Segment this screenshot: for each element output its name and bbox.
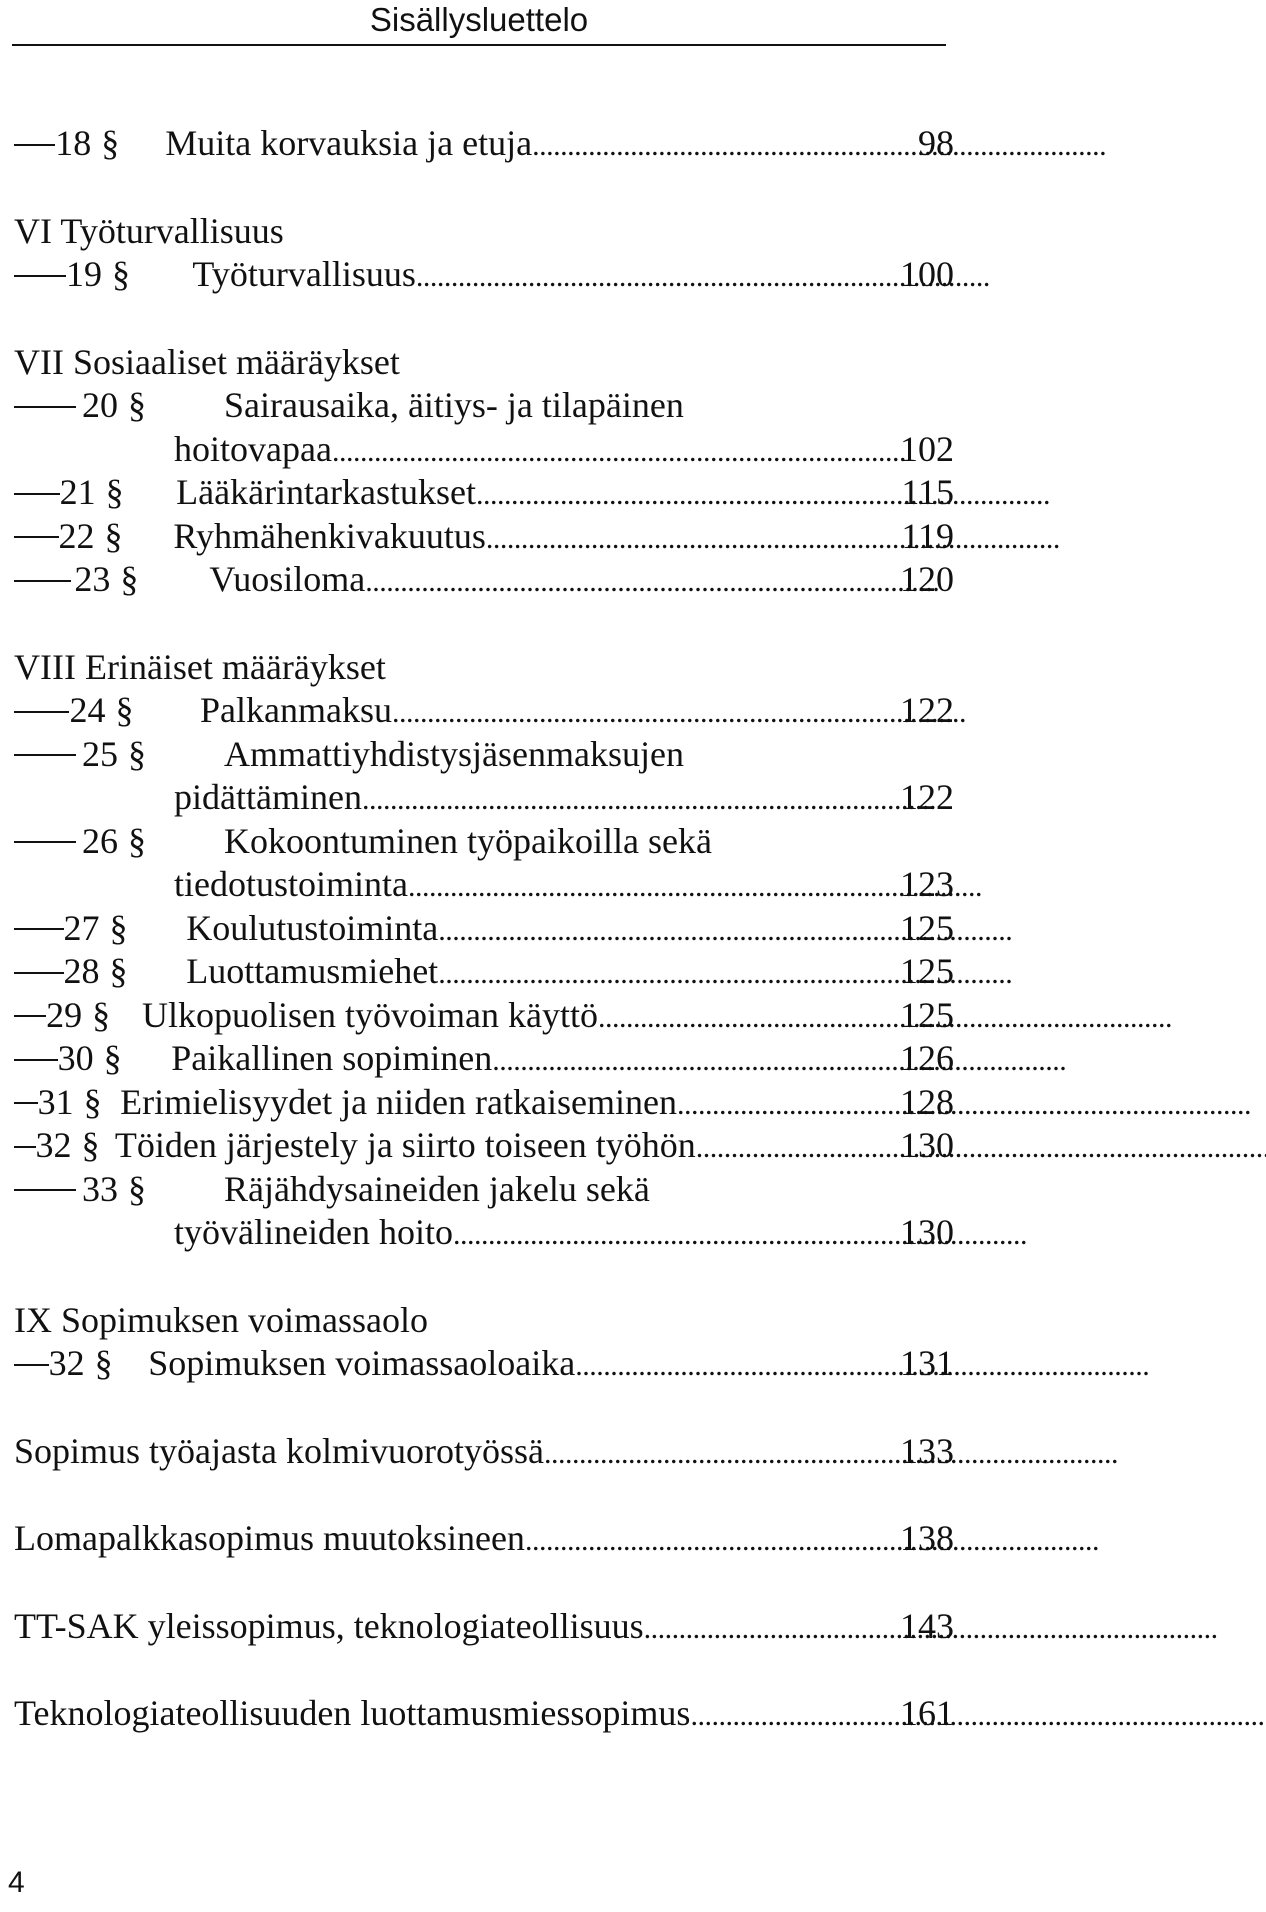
entry-page: 128 xyxy=(900,1081,954,1122)
entry-title: Sopimuksen voimassaoloaika xyxy=(148,1343,576,1383)
toc-entry-28[interactable] xyxy=(14,950,954,994)
section-sign: § xyxy=(128,1168,146,1209)
entry-number: 31 xyxy=(37,1081,74,1122)
entry-page: 131 xyxy=(900,1343,954,1383)
entry-title: Räjähdysaineiden jakelu sekä xyxy=(224,1168,650,1209)
toc-entry-30[interactable] xyxy=(14,1037,954,1081)
spacer xyxy=(14,297,954,341)
entry-page: 125 xyxy=(900,994,954,1035)
entry-page: 161 xyxy=(900,1693,954,1733)
toc-entry-25-cont[interactable] xyxy=(14,776,954,820)
entry-title: Vuosiloma xyxy=(209,559,366,599)
dash-mark xyxy=(14,1015,46,1017)
spacer xyxy=(14,1473,954,1517)
dash-mark xyxy=(14,1189,76,1191)
dash-mark xyxy=(14,536,59,538)
dot-leader xyxy=(690,1692,894,1738)
entry-title: Ulkopuolisen työvoiman käyttö xyxy=(141,994,598,1035)
spacer xyxy=(14,1648,954,1692)
section-sign: § xyxy=(128,385,146,425)
section-sign: § xyxy=(101,123,120,163)
entry-number: 27 xyxy=(63,907,100,948)
dash-mark xyxy=(14,711,69,713)
dot-leader xyxy=(438,950,894,996)
page-number: 4 xyxy=(8,1866,25,1899)
entry-number: 32 xyxy=(48,1343,85,1383)
entry-page: 125 xyxy=(900,951,954,991)
entry-title: TT-SAK yleissopimus, teknologiateollisuus xyxy=(14,1605,644,1646)
section-sign: § xyxy=(109,951,128,991)
entry-number: 19 xyxy=(65,254,102,294)
dash-mark xyxy=(14,1364,49,1366)
entry-number: 22 xyxy=(58,515,95,556)
toc-appendix-3[interactable] xyxy=(14,1605,954,1649)
entry-title: Palkanmaksu xyxy=(200,690,392,730)
spacer xyxy=(14,602,954,646)
section-label: VIII Erinäiset määräykset xyxy=(14,646,386,687)
section-label: IX Sopimuksen voimassaolo xyxy=(14,1299,428,1340)
section-heading-viii xyxy=(14,646,954,690)
entry-title: Ammattiyhdistysjäsenmaksujen xyxy=(224,733,684,774)
toc-appendix-2[interactable] xyxy=(14,1517,954,1561)
entry-title: Luottamusmiehet xyxy=(186,951,439,991)
table-of-contents xyxy=(14,122,954,1736)
toc-entry-20[interactable] xyxy=(14,384,954,428)
section-heading-vii xyxy=(14,341,954,385)
entry-number: 28 xyxy=(63,951,100,991)
dot-leader xyxy=(544,1430,894,1476)
section-sign: § xyxy=(111,254,130,294)
entry-title: Sairausaika, äitiys- ja tilapäinen xyxy=(224,385,684,425)
entry-title: Lomapalkkasopimus muutoksineen xyxy=(14,1518,525,1558)
entry-title-cont: työvälineiden hoito xyxy=(174,1212,453,1252)
entry-page: 138 xyxy=(900,1518,954,1558)
entry-page: 130 xyxy=(900,1125,954,1165)
dash-mark xyxy=(14,928,64,930)
dash-mark xyxy=(14,493,60,495)
dot-leader xyxy=(453,1211,894,1257)
toc-entry-32b[interactable] xyxy=(14,1342,954,1386)
dot-leader xyxy=(438,907,894,953)
entry-number: 23 xyxy=(74,559,111,599)
entry-title: Paikallinen sopiminen xyxy=(171,1038,493,1078)
section-heading-ix xyxy=(14,1299,954,1343)
entry-number: 18 xyxy=(55,123,92,163)
dot-leader xyxy=(492,1037,894,1083)
entry-number: 26 xyxy=(82,820,118,861)
section-sign: § xyxy=(81,1125,100,1165)
toc-entry-33[interactable] xyxy=(14,1168,954,1212)
entry-number: 32 xyxy=(35,1125,72,1165)
toc-appendix-4[interactable] xyxy=(14,1692,954,1736)
dash-mark xyxy=(14,275,66,277)
section-heading-vi xyxy=(14,210,954,254)
entry-page: 119 xyxy=(901,515,954,556)
section-sign: § xyxy=(109,907,128,948)
entry-title: Teknologiateollisuuden luottamusmiessopimus xyxy=(14,1693,691,1733)
dash-mark xyxy=(14,841,76,843)
entry-title-cont: hoitovapaa xyxy=(174,428,332,469)
page-title: Sisällysluettelo xyxy=(369,1,589,38)
dot-leader xyxy=(332,428,894,474)
spacer xyxy=(14,166,954,210)
entry-number: 33 xyxy=(82,1168,118,1209)
toc-entry-27[interactable] xyxy=(14,907,954,951)
entry-title-cont: tiedotustoiminta xyxy=(174,864,408,904)
toc-entry-18[interactable] xyxy=(14,122,954,166)
toc-entry-21[interactable] xyxy=(14,471,954,515)
spacer xyxy=(14,1561,954,1605)
entry-number: 24 xyxy=(69,690,106,730)
page-header xyxy=(12,0,946,46)
dot-leader xyxy=(365,558,894,604)
toc-entry-19[interactable] xyxy=(14,253,954,297)
entry-page: 100 xyxy=(900,254,954,294)
dot-leader xyxy=(476,471,895,517)
toc-entry-29[interactable] xyxy=(14,994,954,1038)
dot-leader xyxy=(532,122,912,168)
toc-entry-24[interactable] xyxy=(14,689,954,733)
entry-page: 125 xyxy=(900,907,954,948)
dot-leader xyxy=(677,1081,894,1127)
section-sign: § xyxy=(115,690,134,730)
spacer xyxy=(14,1386,954,1430)
entry-page: 126 xyxy=(900,1038,954,1078)
dot-leader xyxy=(696,1124,894,1170)
dash-mark xyxy=(14,1059,58,1061)
toc-entry-23[interactable] xyxy=(14,558,954,602)
section-sign: § xyxy=(105,472,124,512)
toc-entry-20-cont[interactable] xyxy=(14,428,954,472)
section-sign: § xyxy=(92,994,111,1035)
entry-page: 115 xyxy=(901,472,955,512)
entry-title: Koulutustoiminta xyxy=(186,907,439,948)
dash-mark xyxy=(14,754,76,756)
dash-mark xyxy=(14,972,64,974)
entry-page: 122 xyxy=(900,690,954,730)
entry-title: Töiden järjestely ja siirto toiseen työhön xyxy=(114,1125,696,1165)
entry-page: 123 xyxy=(900,864,954,904)
dot-leader xyxy=(362,776,894,822)
entry-page: 133 xyxy=(900,1430,954,1471)
toc-entry-32[interactable] xyxy=(14,1124,954,1168)
spacer xyxy=(14,1255,954,1299)
entry-title: Lääkärintarkastukset xyxy=(176,472,477,512)
dot-leader xyxy=(644,1605,894,1651)
section-sign: § xyxy=(128,733,146,774)
entry-title: Työturvallisuus xyxy=(192,254,416,294)
entry-number: 21 xyxy=(59,472,96,512)
dash-mark xyxy=(14,144,55,146)
entry-page: 120 xyxy=(900,559,954,599)
dot-leader xyxy=(598,994,894,1040)
dot-leader xyxy=(525,1517,894,1563)
toc-entry-22[interactable] xyxy=(14,515,954,559)
entry-page: 122 xyxy=(900,777,954,817)
entry-number: 30 xyxy=(57,1038,94,1078)
section-sign: § xyxy=(104,515,123,556)
entry-page: 130 xyxy=(900,1212,954,1252)
dash-mark xyxy=(14,580,71,582)
toc-appendix-1[interactable] xyxy=(14,1430,954,1474)
entry-page: 102 xyxy=(900,428,954,469)
dash-mark xyxy=(14,406,76,408)
dash-mark xyxy=(14,1102,38,1104)
dot-leader xyxy=(575,1342,894,1388)
entry-page: 143 xyxy=(900,1605,954,1646)
dot-leader xyxy=(416,253,894,299)
entry-number: 25 xyxy=(82,733,118,774)
dot-leader xyxy=(486,515,895,561)
entry-title-cont: pidättäminen xyxy=(174,777,362,817)
entry-number: 29 xyxy=(46,994,83,1035)
section-sign: § xyxy=(94,1343,113,1383)
toc-entry-33-cont[interactable] xyxy=(14,1211,954,1255)
entry-title: Muita korvauksia ja etuja xyxy=(165,123,533,163)
section-sign: § xyxy=(128,820,146,861)
entry-page: 98 xyxy=(917,123,954,163)
section-sign: § xyxy=(120,559,139,599)
section-label: VI Työturvallisuus xyxy=(14,210,284,251)
section-sign: § xyxy=(83,1081,102,1122)
entry-title: Erimielisyydet ja niiden ratkaiseminen xyxy=(120,1081,677,1122)
toc-entry-26[interactable] xyxy=(14,820,954,864)
dot-leader xyxy=(408,863,894,909)
section-label: VII Sosiaaliset määräykset xyxy=(14,341,400,382)
entry-title: Sopimus työajasta kolmivuorotyössä xyxy=(14,1430,544,1471)
entry-title: Kokoontuminen työpaikoilla sekä xyxy=(224,820,712,861)
dash-mark xyxy=(14,1146,36,1148)
dot-leader xyxy=(392,689,894,735)
toc-entry-26-cont[interactable] xyxy=(14,863,954,907)
toc-entry-25[interactable] xyxy=(14,733,954,777)
toc-entry-31[interactable] xyxy=(14,1081,954,1125)
entry-number: 20 xyxy=(82,385,118,425)
entry-title: Ryhmähenkivakuutus xyxy=(173,515,486,556)
section-sign: § xyxy=(103,1038,122,1078)
